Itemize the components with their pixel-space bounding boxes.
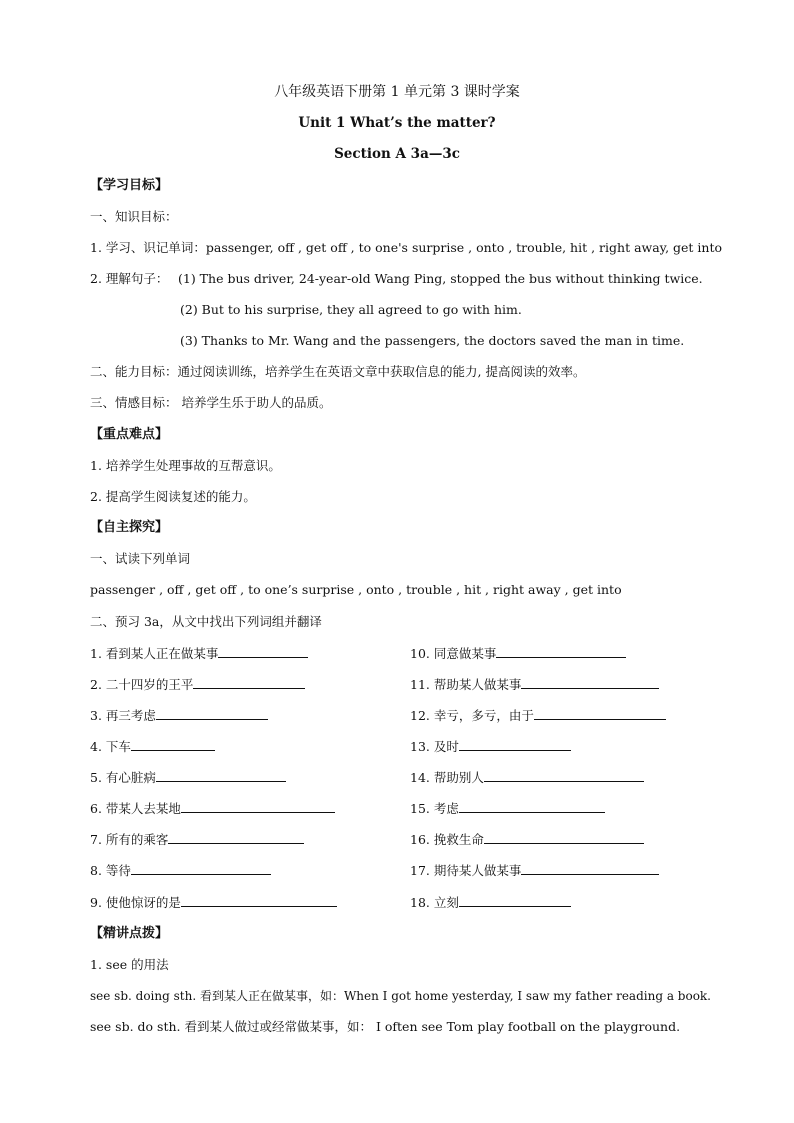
unit-title: Unit 1 What’s the matter? bbox=[298, 115, 496, 131]
phrase-item: 11. 帮助某人做某事 bbox=[410, 676, 659, 693]
phrase-item: 12. 幸亏，多亏，由于 bbox=[410, 707, 666, 724]
answer-blank[interactable] bbox=[218, 645, 308, 658]
answer-blank[interactable] bbox=[459, 738, 571, 751]
phrase-item: 5. 有心脏病 bbox=[90, 769, 286, 786]
emotion-objective: 三、情感目标： 培养学生乐于助人的品质。 bbox=[90, 395, 332, 410]
part1-heading: 一、试读下列单词 bbox=[90, 551, 191, 566]
objectives-heading: 【学习目标】 bbox=[90, 178, 169, 193]
phrase-item: 14. 帮助别人 bbox=[410, 769, 644, 786]
explanation-sub: 1. see 的用法 bbox=[90, 957, 169, 972]
phrase-item: 4. 下车 bbox=[90, 738, 215, 755]
phrase-item: 17. 期待某人做某事 bbox=[410, 862, 659, 879]
phrase-item: 3. 再三考虑 bbox=[90, 707, 268, 724]
key-point-2: 2. 提高学生阅读复述的能力。 bbox=[90, 489, 256, 504]
word-list: passenger , off , get off , to one’s surprise , onto , trouble , hit , right away , get into bbox=[90, 582, 622, 597]
answer-blank[interactable] bbox=[156, 769, 286, 782]
ability-objective: 二、能力目标：通过阅读训练，培养学生在英语文章中获取信息的能力, 提高阅读的效率。 bbox=[90, 364, 586, 379]
phrase-item: 8. 等待 bbox=[90, 862, 271, 879]
phrase-item: 7. 所有的乘客 bbox=[90, 831, 304, 848]
sentences-label: 2. 理解句子： bbox=[90, 271, 169, 286]
vocab-line: 1. 学习、识记单词：passenger, off , get off , to one's surprise , onto , trouble, hit , right away, get into bbox=[90, 240, 723, 255]
sentence-1: (1) The bus driver, 24-year-old Wang Ping, stopped the bus without thinking twice. bbox=[178, 271, 703, 286]
knowledge-heading: 一、知识目标： bbox=[90, 209, 178, 224]
answer-blank[interactable] bbox=[181, 894, 337, 907]
answer-blank[interactable] bbox=[193, 676, 305, 689]
explanation-line-2: see sb. do sth. 看到某人做过或经常做某事，如： I often see Tom play football on the playground. bbox=[90, 1019, 681, 1034]
phrase-item: 18. 立刻 bbox=[410, 894, 571, 911]
explanation-heading: 【精讲点拨】 bbox=[90, 926, 169, 941]
answer-blank[interactable] bbox=[459, 800, 605, 813]
answer-blank[interactable] bbox=[534, 707, 666, 720]
page-title: 八年级英语下册第 1 单元第 3 课时学案 bbox=[274, 84, 520, 100]
phrase-item: 6. 带某人去某地 bbox=[90, 800, 335, 817]
key-point-1: 1. 培养学生处理事故的互帮意识。 bbox=[90, 458, 281, 473]
sentence-2: (2) But to his surprise, they all agreed to go with him. bbox=[180, 302, 522, 317]
answer-blank[interactable] bbox=[131, 738, 215, 751]
key-points-heading: 【重点难点】 bbox=[90, 427, 169, 442]
answer-blank[interactable] bbox=[496, 645, 626, 658]
answer-blank[interactable] bbox=[168, 831, 304, 844]
part2-heading: 二、预习 3a，从文中找出下列词组并翻译 bbox=[90, 614, 322, 629]
phrase-item: 9. 使他惊讶的是 bbox=[90, 894, 337, 911]
answer-blank[interactable] bbox=[484, 831, 644, 844]
phrase-item: 1. 看到某人正在做某事 bbox=[90, 645, 308, 662]
phrase-item: 13. 及时 bbox=[410, 738, 571, 755]
answer-blank[interactable] bbox=[459, 894, 571, 907]
answer-blank[interactable] bbox=[484, 769, 644, 782]
phrase-item: 16. 挽救生命 bbox=[410, 831, 644, 848]
self-study-heading: 【自主探究】 bbox=[90, 520, 169, 535]
answer-blank[interactable] bbox=[521, 862, 659, 875]
answer-blank[interactable] bbox=[156, 707, 268, 720]
phrase-item: 2. 二十四岁的王平 bbox=[90, 676, 305, 693]
section-title: Section A 3a—3c bbox=[334, 146, 460, 162]
explanation-line-1: see sb. doing sth. 看到某人正在做某事，如：When I got home yesterday, I saw my father reading a book. bbox=[90, 989, 712, 1003]
answer-blank[interactable] bbox=[181, 800, 335, 813]
answer-blank[interactable] bbox=[521, 676, 659, 689]
answer-blank[interactable] bbox=[131, 862, 271, 875]
sentence-3: (3) Thanks to Mr. Wang and the passengers, the doctors saved the man in time. bbox=[180, 333, 685, 348]
phrase-item: 10. 同意做某事 bbox=[410, 645, 626, 662]
phrase-item: 15. 考虑 bbox=[410, 800, 605, 817]
